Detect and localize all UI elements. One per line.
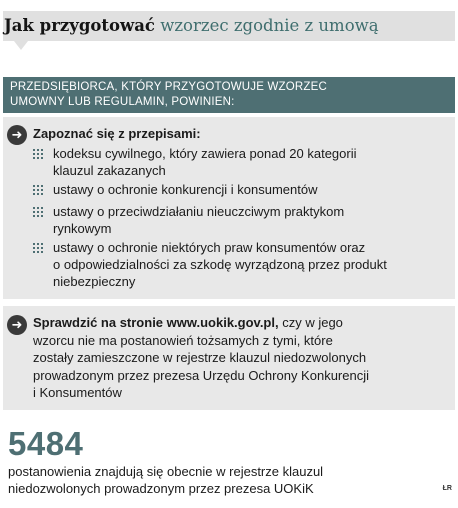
list-item-line: kodeksu cywilnego, który zawiera ponad 20 kategorii <box>53 146 357 161</box>
list-item <box>33 181 317 198</box>
section-header-line: PRZEDSIĘBIORCA, KTÓRY PRZYGOTOWUJE WZORZEC <box>10 81 328 93</box>
list-item-line: ustawy o ochronie konkurencji i konsumentów <box>53 182 318 197</box>
list-item-line: o odpowiedzialności za szkodę wyrządzoną przez produkt <box>53 257 387 272</box>
list-item-line: klauzul zakazanych <box>53 163 166 178</box>
arrow-right-icon: ➜ <box>7 315 27 335</box>
stat-description <box>8 463 323 497</box>
author-credit: ŁR <box>442 485 452 492</box>
step-2-line: zostały zamieszczone w rejestrze klauzul niedozwolonych <box>33 350 367 365</box>
stat-description-line: niedozwolonych prowadzonym przez prezesa UOKiK <box>8 481 314 496</box>
list-item-line: rynkowym <box>53 221 112 236</box>
arrow-right-icon: ➜ <box>7 125 27 145</box>
list-item-line: ustawy o ochronie niektórych praw konsumentów oraz <box>53 240 366 255</box>
grid-bullet-icon <box>33 185 43 195</box>
page-title <box>4 16 379 36</box>
grid-bullet-icon <box>33 243 43 253</box>
step-2-line-rest: czy w jego <box>278 315 343 330</box>
section-header <box>3 77 455 113</box>
step-2-box <box>3 306 455 410</box>
list-item-line: ustawy o przeciwdziałaniu nieuczciwym praktykom <box>53 204 345 219</box>
grid-bullet-icon <box>33 207 43 217</box>
list-item-line: niebezpieczny <box>53 274 136 289</box>
grid-bullet-icon <box>33 149 43 159</box>
stat-description-line: postanowienia znajdują się obecnie w rejestrze klauzul <box>8 464 324 479</box>
step-2-line: wzorcu nie ma postanowień tożsamych z tymi, które <box>33 332 333 348</box>
step-2-text <box>33 314 369 402</box>
list-item <box>33 145 357 179</box>
stat-number: 5484 <box>8 425 84 462</box>
step-2-bold: Sprawdzić na stronie www.uokik.gov.pl, <box>33 315 279 330</box>
list-item <box>33 203 344 237</box>
page-title-accent: wzorzec zgodnie z umową <box>160 16 379 35</box>
section-header-line: UMOWNY LUB REGULAMIN, POWINIEN: <box>10 96 235 108</box>
title-banner-tail <box>14 41 28 50</box>
step-2-line: i Konsumentów <box>33 385 122 400</box>
step-2-line: prowadzonym przez prezesa Urzędu Ochrony Konkurencji <box>33 367 369 383</box>
list-item <box>33 239 387 290</box>
step-1-heading: Zapoznać się z przepisami: <box>33 126 201 141</box>
step-1-box <box>3 117 455 299</box>
page-title-bold: Jak przygotować <box>4 16 155 35</box>
